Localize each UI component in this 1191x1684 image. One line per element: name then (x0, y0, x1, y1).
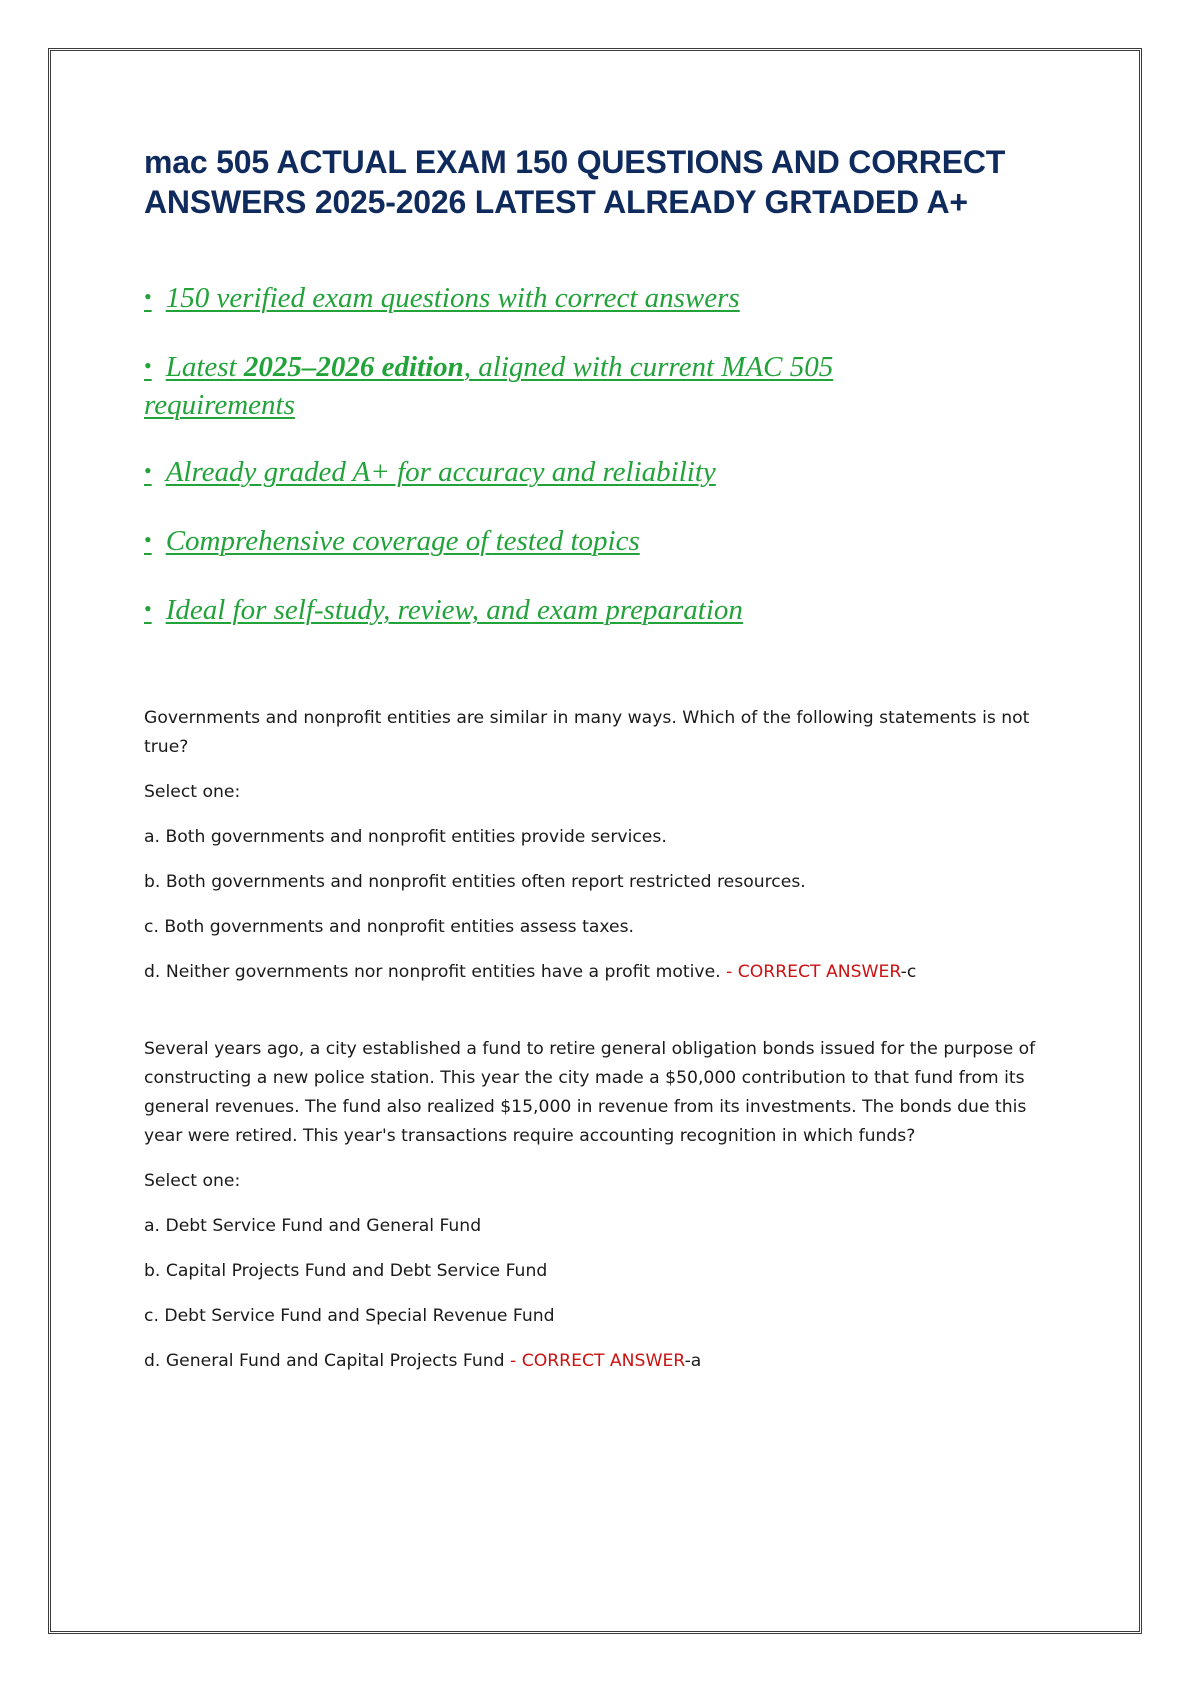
document-title: mac 505 ACTUAL EXAM 150 QUESTIONS AND CORRECT ANSWERS 2025-2026 LATEST ALREADY GRTADED A+ (144, 144, 1006, 220)
answer-option-a: a. Both governments and nonprofit entities provide services. (144, 827, 667, 847)
feature-text-bold: 2025–2026 edition (243, 351, 464, 383)
answer-option-a: a. Debt Service Fund and General Fund (144, 1216, 482, 1236)
feature-item (144, 280, 934, 318)
feature-item (144, 349, 934, 423)
bullet-icon: • (144, 353, 152, 378)
answer-option-d (144, 1347, 1054, 1376)
bullet-icon: • (144, 458, 152, 483)
bullet-icon: • (144, 284, 152, 309)
answer-option-d-text: d. Neither governments nor nonprofit entities have a profit motive. (144, 962, 721, 982)
answer-option-d (144, 958, 1054, 987)
correct-answer-label: CORRECT ANSWER (737, 962, 901, 982)
correct-answer-value: -c (900, 962, 917, 982)
question-stem: Governments and nonprofit entities are similar in many ways. Which of the following statements is not true? (144, 708, 1030, 757)
feature-text-suffix: , aligned with current MAC 505 requirements (144, 351, 834, 421)
answer-option-c: c. Both governments and nonprofit entities assess taxes. (144, 917, 635, 937)
answer-option-b: b. Both governments and nonprofit entities often report restricted resources. (144, 872, 806, 892)
answer-separator: - (504, 1351, 522, 1371)
answer-separator: - (720, 962, 738, 982)
question-block-2 (144, 1035, 1054, 1376)
correct-answer-label: CORRECT ANSWER (521, 1351, 685, 1371)
feature-item (144, 592, 934, 630)
feature-item (144, 454, 934, 492)
select-one-label: Select one: (144, 1171, 241, 1191)
correct-answer-value: -a (684, 1351, 702, 1371)
answer-option-c: c. Debt Service Fund and Special Revenue Fund (144, 1306, 555, 1326)
document-content (144, 142, 1054, 1392)
feature-text: Comprehensive coverage of tested topics (165, 525, 640, 557)
feature-text: Ideal for self-study, review, and exam preparation (165, 594, 743, 626)
answer-option-b: b. Capital Projects Fund and Debt Service Fund (144, 1261, 548, 1281)
feature-list (144, 280, 1054, 630)
question-block-1 (144, 704, 1054, 987)
feature-text-prefix: Latest (165, 351, 244, 383)
select-one-label: Select one: (144, 782, 241, 802)
bullet-icon: • (144, 596, 152, 621)
feature-text: 150 verified exam questions with correct answers (165, 282, 740, 314)
answer-option-d-text: d. General Fund and Capital Projects Fund (144, 1351, 505, 1371)
feature-item (144, 523, 934, 561)
question-stem: Several years ago, a city established a fund to retire general obligation bonds issued for the purpose of constructing a new police station. This year the city made a $50,000 contribution to that fund from its general revenues. The fund also realized $15,000 in revenue from its investments. The bonds due this year were retired. This year's transactions require accounting recognition in which funds? (144, 1039, 1036, 1146)
feature-text: Already graded A+ for accuracy and reliability (165, 456, 716, 488)
bullet-icon: • (144, 527, 152, 552)
